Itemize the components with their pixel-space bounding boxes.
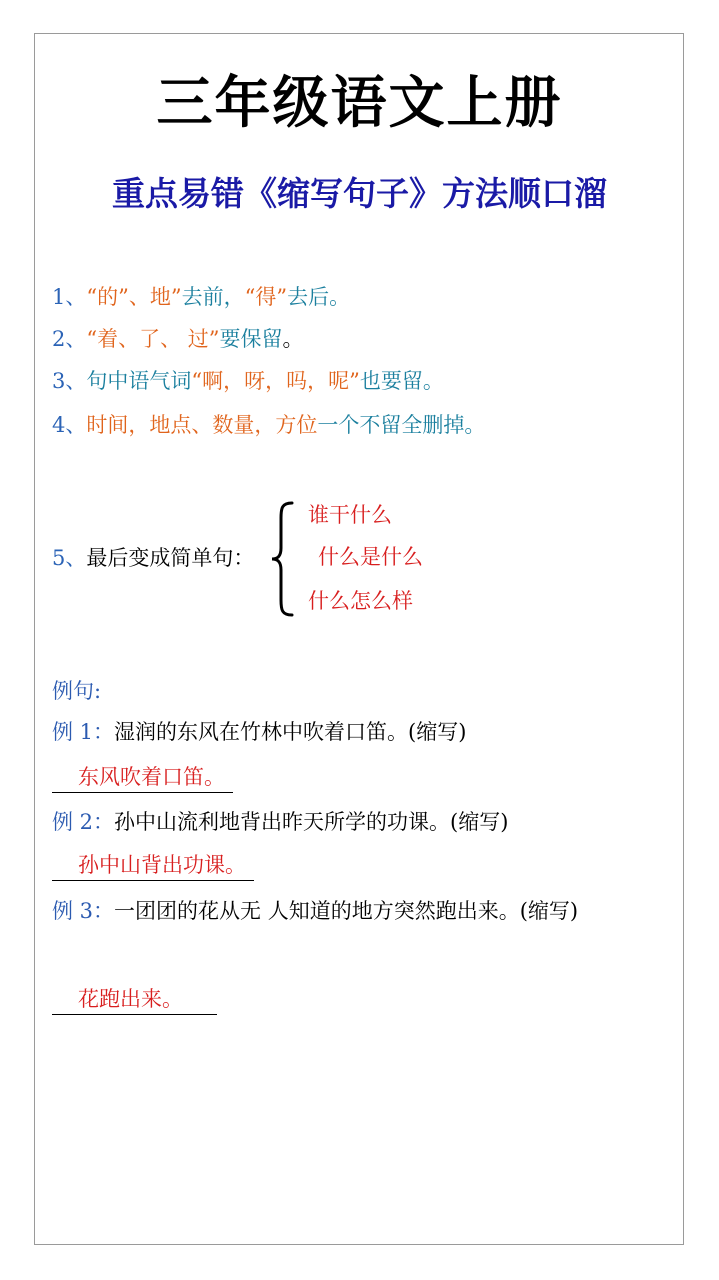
rule-2-keywords: “着、了、 过” [86, 327, 220, 351]
example-1 [52, 713, 664, 751]
rule-1-instruction: 去前， [181, 285, 245, 309]
rule-4 [52, 410, 485, 440]
example-3 [52, 892, 664, 930]
example-1-text: 湿润的东风在竹林中吹着口笛。(缩写) [114, 720, 467, 744]
rule-1-keyword-de: “得” [244, 285, 288, 309]
rule-1 [52, 282, 350, 312]
rule-3-number: 3、 [52, 369, 87, 393]
rule-2-instruction: 要保留 [219, 327, 283, 351]
examples-heading: 例句: [52, 679, 102, 703]
example-1-label: 例 1： [52, 720, 115, 744]
rule-4-keywords: 时间，地点、数量，方位 [86, 413, 318, 437]
example-2-text: 孙中山流利地背出昨天所学的功课。(缩写) [114, 810, 509, 834]
rule-4-instruction: 一个不留全删掉。 [317, 413, 486, 437]
rule-3-instruction-end: 也要留。 [359, 369, 444, 393]
page-subtitle: 重点易错《缩写句子》方法顺口溜 [112, 174, 607, 213]
rule-2-number: 2、 [52, 327, 87, 351]
rule-4-number: 4、 [52, 413, 87, 437]
rule-3 [52, 366, 444, 396]
rule-2 [52, 324, 304, 354]
rule-2-period: 。 [282, 327, 304, 351]
left-brace-icon [268, 500, 298, 618]
page-title: 三年级语文上册 [156, 71, 563, 136]
rule-3-instruction: 句中语气词 [86, 369, 192, 393]
example-2 [52, 803, 664, 841]
example-2-answer: 孙中山背出功课。 [52, 850, 254, 881]
example-3-answer: 花跑出来。 [52, 984, 217, 1015]
rule-5 [52, 543, 254, 573]
pattern-who-does-what: 谁干什么 [308, 503, 392, 527]
example-3-label: 例 3： [52, 899, 115, 923]
rule-5-label: 最后变成简单句： [86, 546, 255, 570]
pattern-what-is-like: 什么怎么样 [308, 589, 413, 613]
example-3-text: 一团团的花从无 人知道的地方突然跑出来。(缩写) [114, 899, 579, 923]
example-2-label: 例 2： [52, 810, 115, 834]
rule-1-number: 1、 [52, 285, 87, 309]
pattern-what-is-what: 什么是什么 [318, 545, 423, 569]
rule-5-number: 5、 [52, 546, 87, 570]
rule-3-keywords: “啊，呀，吗，呢” [191, 369, 360, 393]
rule-1-keywords: “的”、地” [86, 285, 182, 309]
rule-1-instruction-end: 去后。 [287, 285, 351, 309]
example-1-answer: 东风吹着口笛。 [52, 762, 233, 793]
